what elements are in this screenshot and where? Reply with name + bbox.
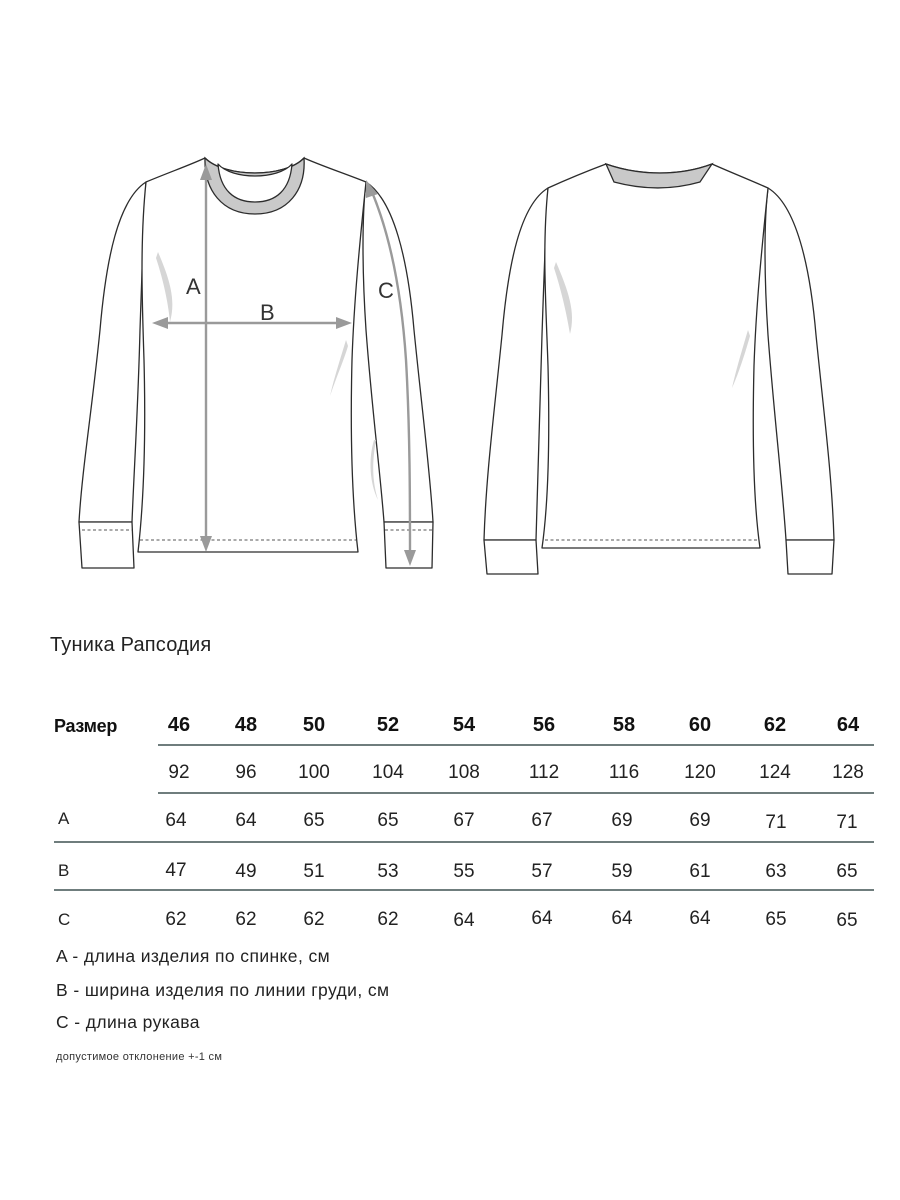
back-left-sleeve	[484, 188, 548, 540]
value-cell: 67	[453, 810, 475, 831]
value-cell: 57	[531, 861, 553, 882]
back-body	[542, 164, 768, 548]
front-body	[138, 158, 366, 552]
value-cell: 64	[689, 908, 711, 929]
height-cell: 116	[608, 762, 640, 783]
size-cell: 54	[452, 714, 476, 736]
height-cell: 100	[298, 762, 330, 783]
front-view	[79, 158, 433, 568]
value-cell: 64	[531, 908, 553, 929]
table-rule	[54, 841, 874, 843]
value-cell: 71	[836, 812, 858, 833]
size-header-label: Размер	[54, 716, 118, 736]
front-left-cuff	[79, 522, 134, 568]
height-cell: 124	[759, 762, 791, 783]
value-cell: 71	[765, 812, 787, 833]
label-c: C	[378, 278, 394, 303]
value-cell: 53	[377, 861, 399, 882]
legend-b: В - ширина изделия по линии груди, см	[56, 980, 390, 1000]
height-cell: 128	[832, 762, 864, 783]
size-cell: 52	[376, 714, 400, 736]
size-cell: 64	[836, 714, 860, 736]
row-label-c: C	[58, 910, 71, 929]
value-cell: 67	[531, 810, 553, 831]
label-a: A	[186, 274, 201, 299]
table-rule	[158, 792, 874, 794]
front-left-sleeve	[79, 182, 146, 522]
value-cell: 49	[235, 861, 257, 882]
back-right-sleeve	[765, 188, 834, 540]
value-cell: 65	[836, 861, 858, 882]
value-cell: 62	[303, 909, 325, 930]
back-left-cuff	[484, 540, 538, 574]
value-cell: 64	[235, 810, 257, 831]
label-b: B	[260, 300, 275, 325]
value-cell: 65	[836, 910, 858, 931]
value-cell: 65	[377, 810, 399, 831]
product-title: Туника Рапсодия	[50, 634, 212, 656]
height-cell: 104	[372, 762, 404, 783]
height-cell: 112	[528, 762, 560, 783]
value-cell: 64	[611, 908, 633, 929]
row-label-a: A	[58, 809, 70, 828]
value-cell: 65	[765, 909, 787, 930]
size-cell: 50	[302, 714, 326, 736]
value-cell: 63	[765, 861, 787, 882]
value-cell: 51	[303, 861, 325, 882]
height-cell: 96	[235, 762, 257, 783]
size-cell: 56	[532, 714, 556, 736]
front-right-sleeve	[363, 182, 433, 522]
value-cell: 64	[165, 810, 187, 831]
value-cell: 64	[453, 910, 475, 931]
back-right-cuff	[786, 540, 834, 574]
size-cell: 48	[234, 714, 258, 736]
size-cell: 58	[612, 714, 636, 736]
value-cell: 47	[165, 860, 187, 881]
size-cell: 60	[688, 714, 712, 736]
height-cell: 108	[448, 762, 480, 783]
size-cell: 46	[167, 714, 191, 736]
value-cell: 65	[303, 810, 325, 831]
tolerance-note: допустимое отклонение +-1 см	[56, 1051, 223, 1063]
height-cell: 120	[684, 762, 716, 783]
value-cell: 62	[377, 909, 399, 930]
value-cell: 69	[689, 810, 711, 831]
back-view	[484, 164, 834, 574]
height-cell: 92	[168, 762, 190, 783]
legend-a: A - длина изделия по спинке, см	[56, 946, 331, 966]
value-cell: 62	[165, 909, 187, 930]
size-cell: 62	[763, 714, 787, 736]
table-rule	[158, 744, 874, 746]
table-rule	[54, 889, 874, 891]
value-cell: 59	[611, 861, 633, 882]
value-cell: 62	[235, 909, 257, 930]
row-label-b: B	[58, 861, 70, 880]
value-cell: 61	[689, 861, 711, 882]
legend-c: С - длина рукава	[56, 1012, 200, 1032]
value-cell: 55	[453, 861, 475, 882]
value-cell: 69	[611, 810, 633, 831]
